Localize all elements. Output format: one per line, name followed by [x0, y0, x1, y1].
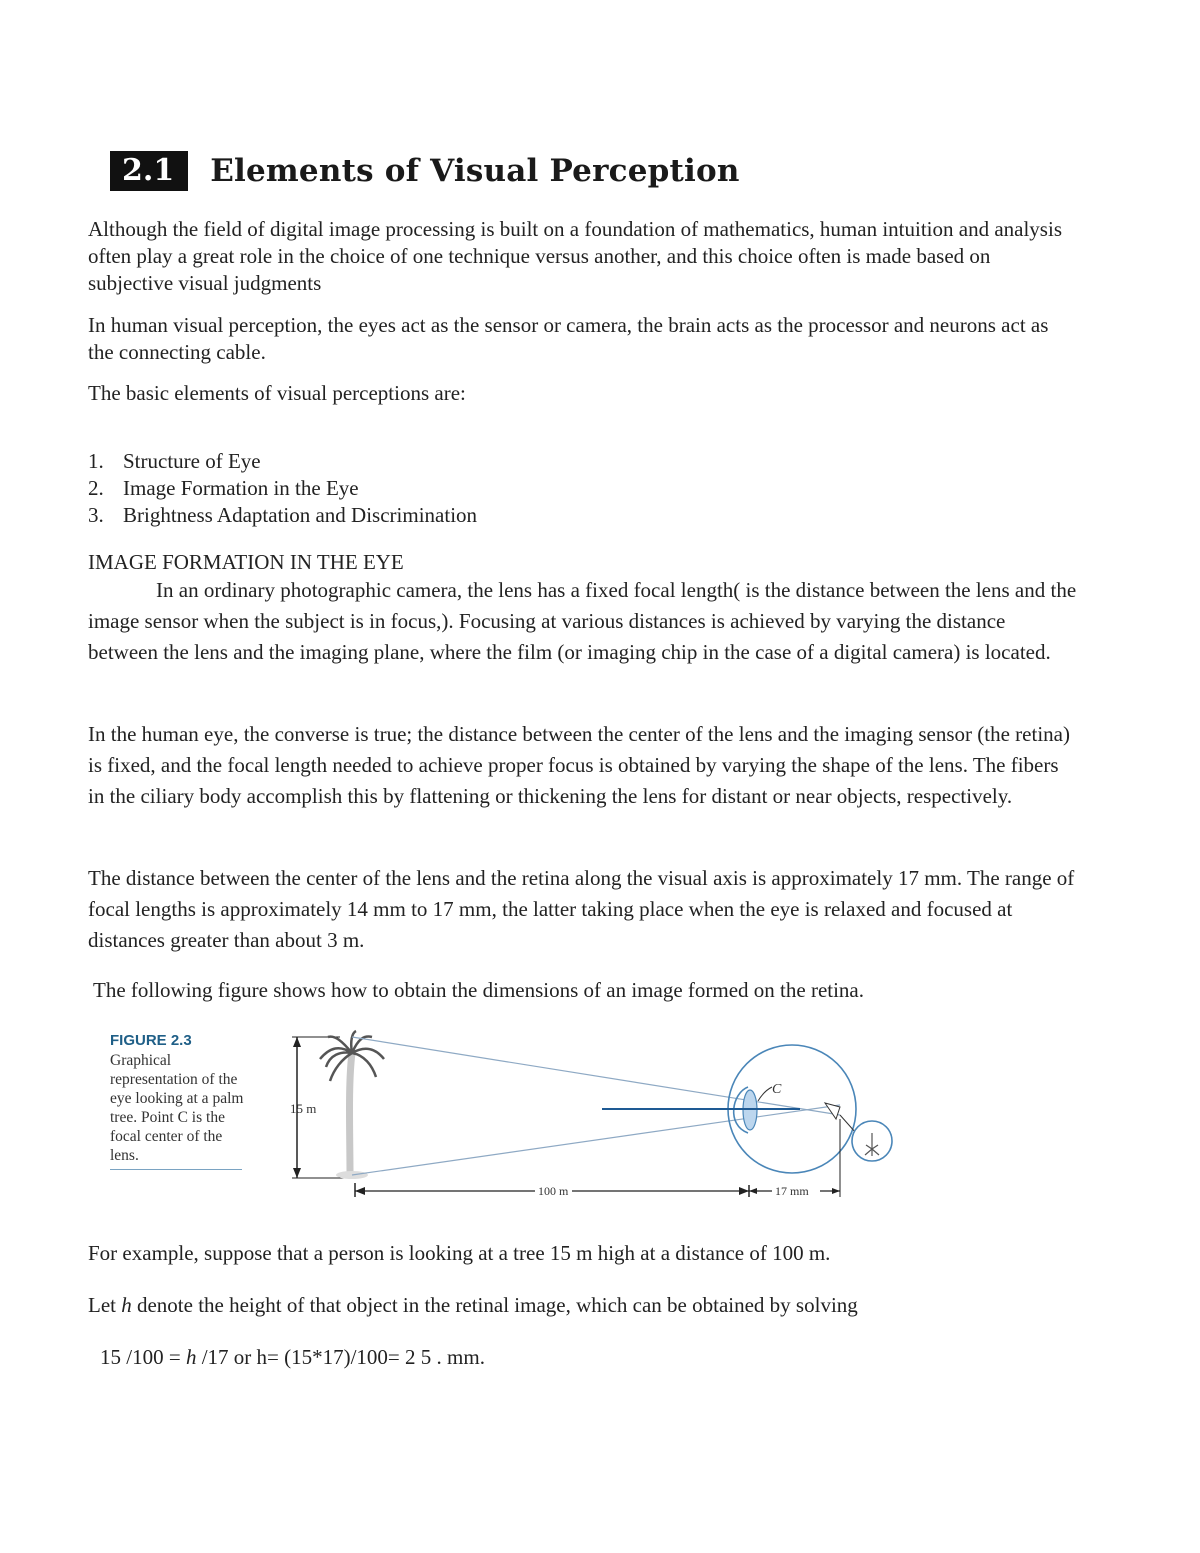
analogy-paragraph: In human visual perception, the eyes act as the sensor or camera, the brain acts as the processor and neurons act as the connecting cable.	[88, 313, 1049, 364]
formula: 15 /100 = h /17 or h= (15*17)/100= 2 5 . mm.	[100, 1345, 485, 1369]
bottom-ray	[352, 1105, 840, 1175]
palm-tree-eye-diagram	[280, 1025, 910, 1210]
focal-point-label: C	[772, 1082, 782, 1097]
camera-paragraph: In an ordinary photographic camera, the lens has a fixed focal length( is the distance between the lens and the image sensor when the subject is in focus,). Focusing at various distances is achieved by varying the distance between the lens and the imaging plane, where the film (or imaging chip in the case of a digital camera) is located.	[88, 578, 1077, 664]
figure-caption	[110, 1032, 245, 1170]
caption-rule	[110, 1169, 242, 1170]
palm-tree-icon	[320, 1031, 384, 1179]
list-item: 3. Brightness Adaptation and Discrimination	[88, 503, 478, 527]
distance-paragraph: The distance between the center of the lens and the retina along the visual axis is approximately 17 mm. The range of focal lengths is approximately 14 mm to 17 mm, the latter taking place when the eye is relaxed and focused at distances greater than about 3 m.	[88, 866, 1075, 952]
list-item: 1. Structure of Eye	[88, 449, 261, 473]
arrow-up-icon	[293, 1037, 301, 1047]
let-paragraph: Let h denote the height of that object in the retinal image, which can be obtained by solving	[88, 1293, 858, 1317]
example-paragraph: For example, suppose that a person is looking at a tree 15 m high at a distance of 100 m.	[88, 1241, 831, 1265]
top-ray	[352, 1037, 840, 1115]
arrow-down-icon	[293, 1168, 301, 1178]
section-title: Elements of Visual Perception	[210, 153, 740, 189]
intro-paragraph: Although the field of digital image processing is built on a foundation of mathematics, human intuition and analysis often play a great role in the choice of one technique versus another, and this choice often is made based on subjective visual judgments	[88, 217, 1062, 295]
section-heading	[110, 148, 740, 194]
subsection-heading: IMAGE FORMATION IN THE EYE	[88, 550, 404, 574]
list-item: 2. Image Formation in the Eye	[88, 476, 359, 500]
arrow-right-icon	[739, 1187, 749, 1195]
arrow-left-icon	[749, 1188, 757, 1194]
figure-caption-text: Graphical representation of the eye looking at a palm tree. Point C is the focal center of the lens.	[110, 1052, 244, 1164]
focal-length-label: 17 mm	[775, 1184, 809, 1198]
section-number: 2.1	[110, 151, 188, 191]
eye-paragraph: In the human eye, the converse is true; the distance between the center of the lens and the imaging sensor (the retina) is fixed, and the focal length needed to achieve proper focus is obtained by varying the shape of the lens. The fibers in the ciliary body accomplish this by flattening or thickening the lens for distant or near objects, respectively.	[88, 722, 1070, 808]
height-label: 15 m	[290, 1101, 317, 1116]
arrow-right-icon	[832, 1188, 840, 1194]
distance-label: 100 m	[538, 1184, 569, 1198]
figure-label: FIGURE 2.3	[110, 1032, 192, 1049]
list-intro: The basic elements of visual perceptions are:	[88, 381, 466, 405]
focal-pointer	[758, 1087, 772, 1101]
elements-list	[88, 448, 477, 529]
arrow-left-icon	[355, 1187, 365, 1195]
figure-intro: The following figure shows how to obtain the dimensions of an image formed on the retina.	[93, 978, 865, 1002]
